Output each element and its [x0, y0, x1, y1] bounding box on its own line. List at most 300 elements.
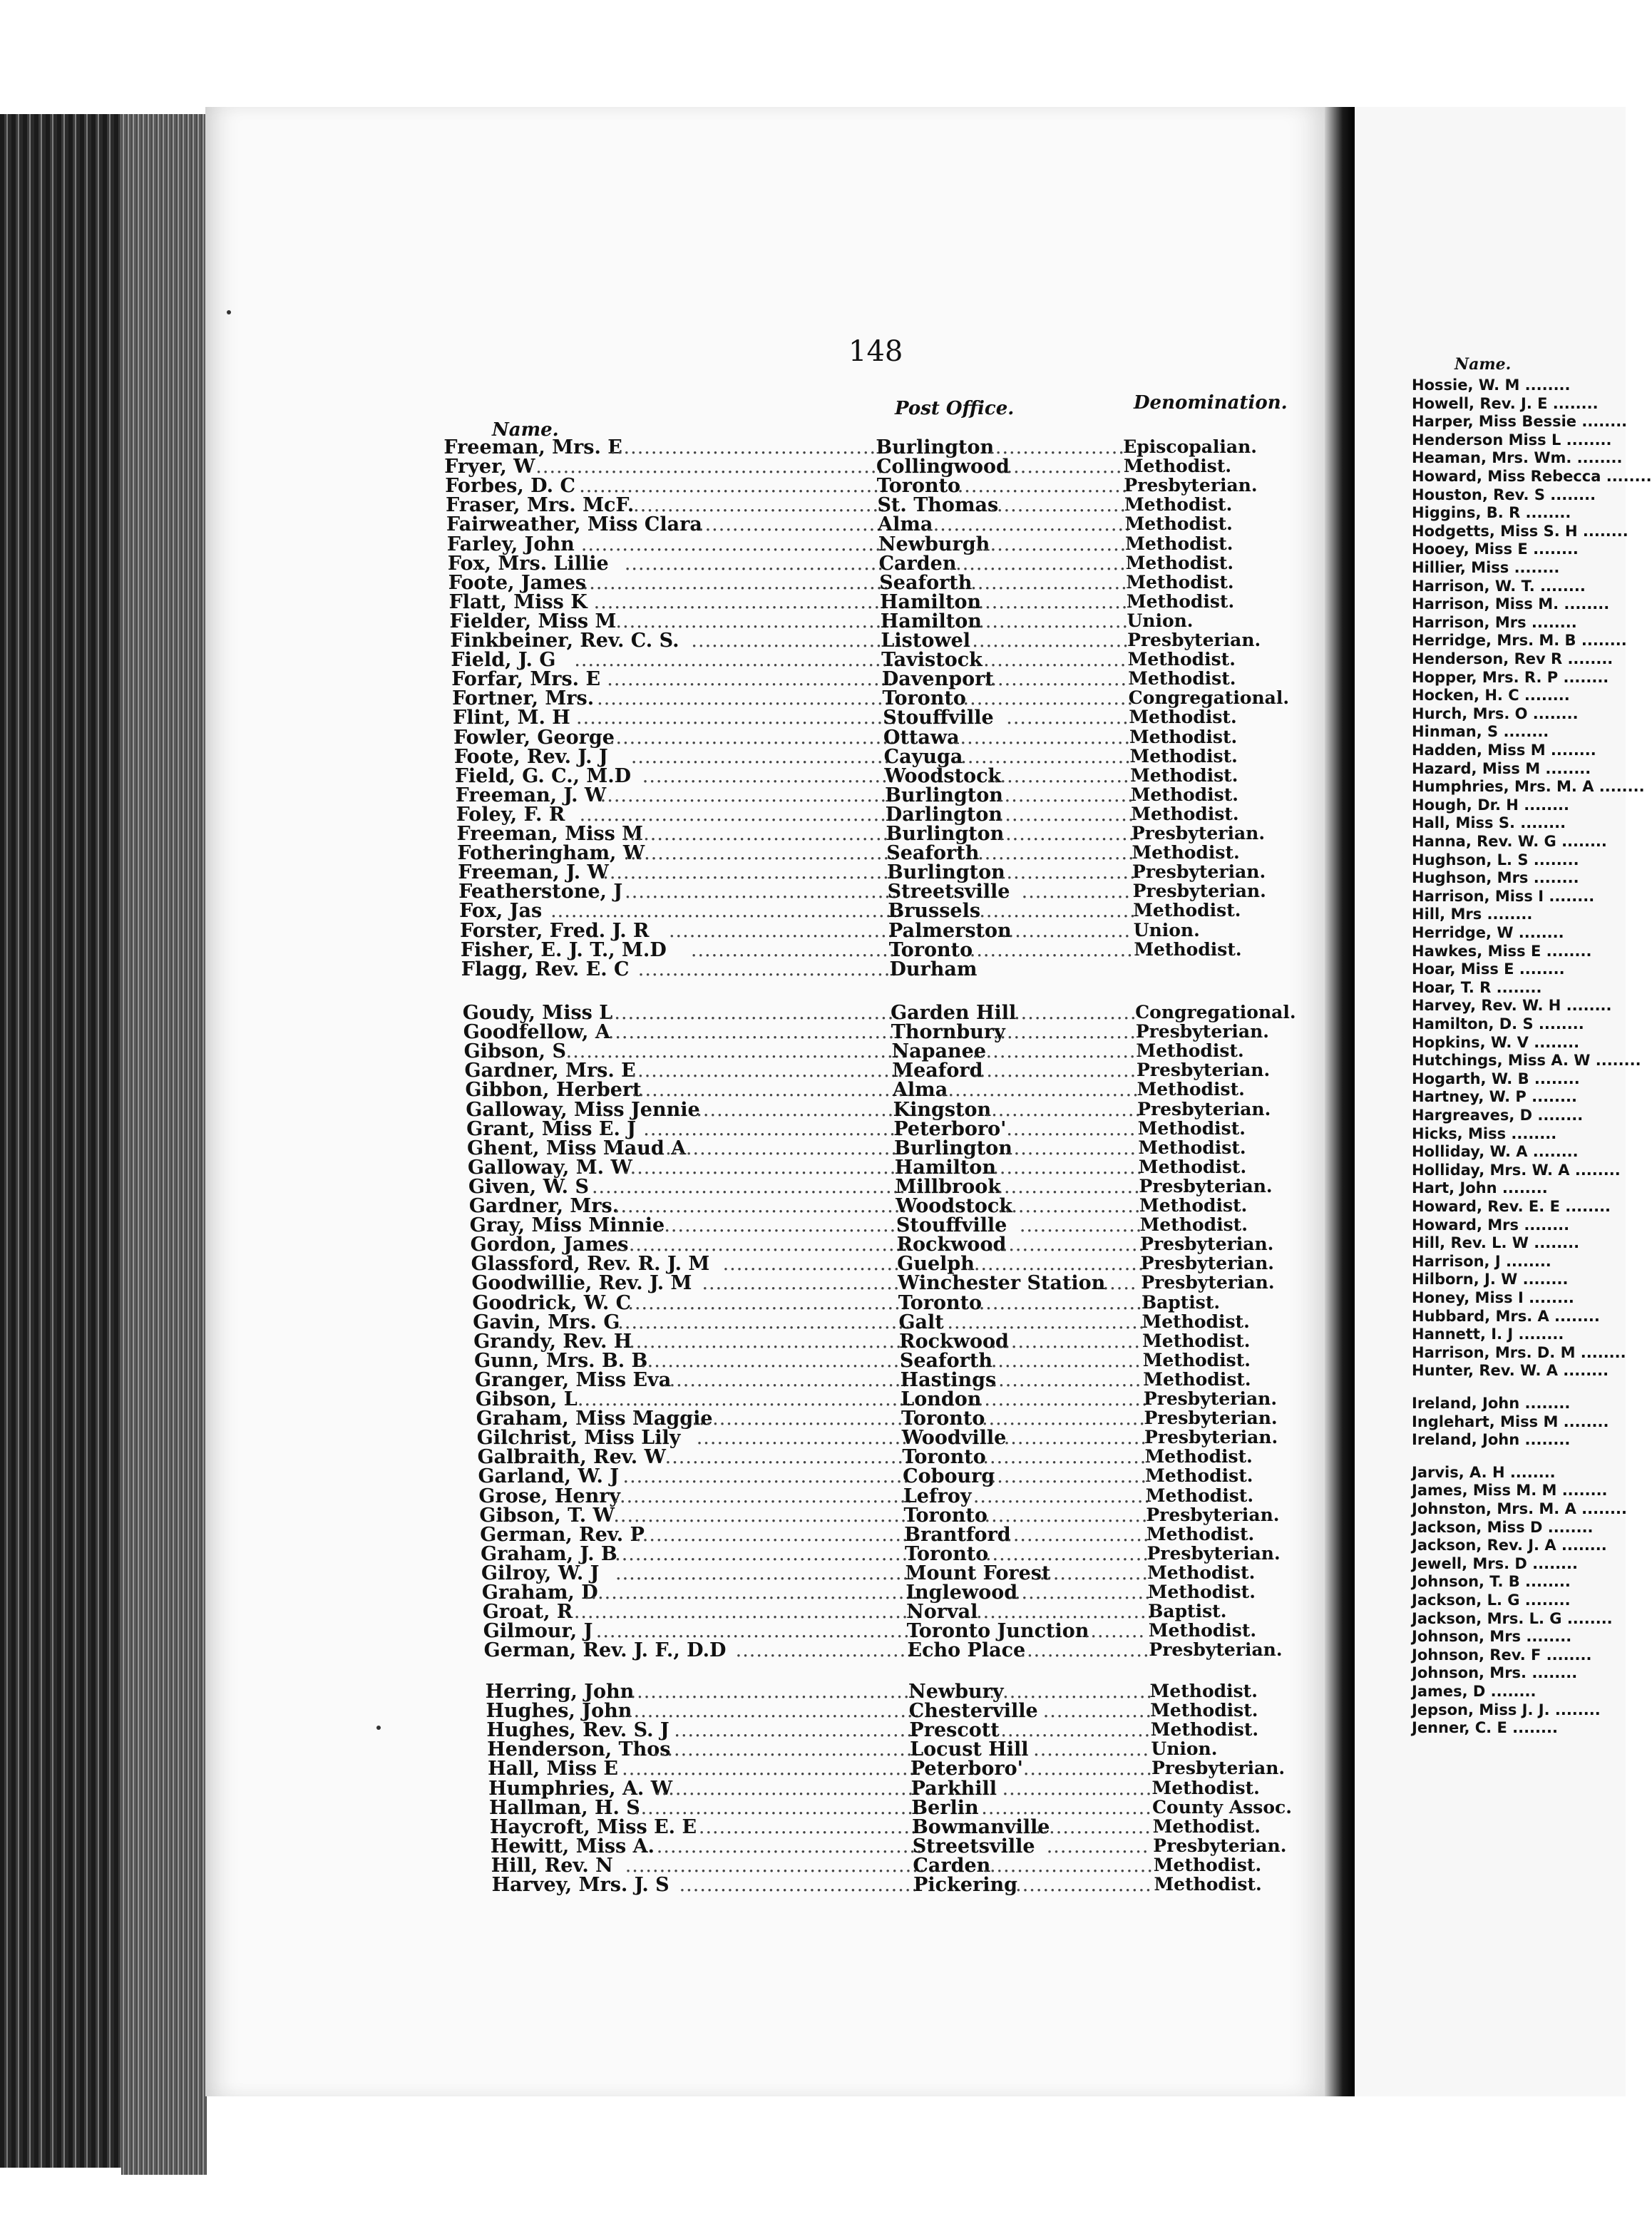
leader-dots: ......................	[991, 1368, 1142, 1391]
entry-name: Hill, Rev. N	[491, 1854, 613, 1877]
leader-dots: .......................	[985, 1156, 1144, 1179]
directory-entry-row	[0, 1446, 1355, 1467]
directory-entry-row	[0, 1562, 1355, 1584]
entry-denomination: Methodist.	[1138, 1137, 1246, 1158]
entry-name: Freeman, J. W	[455, 784, 607, 806]
entry-post-office: Newbury	[908, 1681, 1004, 1703]
leader-dots: ................	[1039, 1562, 1149, 1584]
entry-denomination: Presbyterian.	[1137, 1098, 1271, 1119]
leader-dots: ...............	[1046, 1835, 1149, 1857]
leader-dots: .......................	[978, 842, 1135, 865]
leader-dots: ..............................	[926, 513, 1132, 536]
entry-post-office: Alma	[892, 1079, 948, 1102]
directory-entry-row	[0, 630, 1355, 651]
entry-denomination: Methodist.	[1150, 1700, 1258, 1721]
right-page-entry: Harper, Miss Bessie ........	[1412, 413, 1628, 431]
leader-dots: .....................	[986, 764, 1130, 787]
entry-post-office: Durham	[889, 958, 978, 980]
entry-denomination: Presbyterian.	[1124, 475, 1258, 496]
leader-dots: ...........................................	[615, 1234, 909, 1256]
directory-entry-row	[0, 1388, 1355, 1410]
entry-name: Farley, John	[446, 533, 575, 555]
entry-post-office: Hastings	[900, 1368, 997, 1391]
leader-dots: ....................	[997, 803, 1135, 826]
entry-name: Fotheringham, W	[457, 842, 645, 865]
entry-denomination: Methodist.	[1147, 1582, 1256, 1602]
entry-denomination: Methodist.	[1124, 494, 1233, 516]
entry-name: Fowler, George	[453, 726, 615, 749]
leader-dots: ..........................	[953, 726, 1132, 749]
entry-post-office: Winchester Station	[898, 1272, 1106, 1295]
entry-denomination: Methodist.	[1142, 1330, 1251, 1351]
entry-post-office: Kingston	[893, 1098, 992, 1121]
directory-entry-row	[0, 1601, 1355, 1622]
leader-dots: ...............................................	[574, 649, 896, 672]
entry-denomination: Congregational.	[1128, 687, 1290, 709]
entry-denomination: Methodist.	[1126, 571, 1234, 593]
page-number: 148	[848, 335, 903, 368]
entry-denomination: Methodist.	[1129, 726, 1238, 747]
leader-dots: ......................	[990, 1330, 1141, 1353]
directory-entry-row	[0, 591, 1355, 613]
leader-dots: .........................	[963, 687, 1134, 710]
leader-dots: .....................................	[633, 494, 886, 517]
entry-post-office: Collingwood	[876, 456, 1010, 478]
entry-denomination: Methodist.	[1138, 1156, 1247, 1177]
right-page-entry: Howard, Mrs ........	[1412, 1216, 1570, 1234]
leader-dots: .........................	[983, 1854, 1154, 1877]
directory-entry-row	[0, 746, 1355, 767]
entry-post-office: Burlington	[876, 436, 995, 458]
right-page-entry: Jepson, Miss J. J. ........	[1412, 1701, 1601, 1718]
leader-dots: .......................	[987, 1234, 1145, 1256]
leader-dots: ...............................................	[595, 1620, 918, 1643]
leader-dots: ..................	[1014, 1002, 1137, 1024]
leader-dots: ............................................	[615, 1542, 915, 1565]
directory-entry-row	[0, 900, 1355, 921]
leader-dots: .............................................	[579, 475, 887, 498]
leader-dots: ........................	[972, 1040, 1137, 1063]
entry-name: Galloway, Miss Jennie	[466, 1098, 700, 1121]
directory-entry-row	[0, 1234, 1355, 1255]
entry-name: Fortner, Mrs.	[452, 687, 595, 710]
leader-dots: .................................................	[577, 1388, 913, 1410]
entry-denomination: Union.	[1151, 1738, 1218, 1760]
entry-post-office: Woodville	[901, 1427, 1007, 1450]
directory-entry-row	[0, 610, 1355, 632]
leader-dots: .....................	[997, 1175, 1141, 1198]
entry-denomination: Presbyterian.	[1143, 1388, 1278, 1409]
entry-denomination: Methodist.	[1137, 1117, 1246, 1139]
right-page-entry: James, Miss M. M ........	[1412, 1482, 1608, 1500]
entry-name: Gilroy, W. J	[481, 1562, 600, 1584]
directory-entry-row	[0, 881, 1355, 902]
entry-denomination: Methodist.	[1142, 1349, 1251, 1370]
entry-post-office: Cobourg	[903, 1465, 995, 1488]
entry-name: Fielder, Miss M	[449, 610, 617, 632]
leader-dots: ..............................	[690, 938, 896, 961]
leader-dots: ........................	[981, 1408, 1146, 1430]
entry-post-office: Lefroy	[903, 1485, 972, 1507]
entry-post-office: Brussels	[888, 900, 981, 923]
directory-entry-row	[0, 1758, 1355, 1779]
right-page-entry: Holliday, W. A ........	[1412, 1143, 1579, 1161]
leader-dots: ........................	[985, 1542, 1149, 1565]
directory-entry-row	[0, 553, 1355, 574]
entry-name: Fairweather, Miss Clara	[446, 513, 702, 536]
entry-denomination: Presbyterian.	[1132, 881, 1266, 902]
directory-entry-row	[0, 1639, 1355, 1661]
leader-dots: ..............................................	[591, 1175, 906, 1198]
leader-dots: ........................	[983, 1446, 1147, 1469]
leader-dots: ..........................................	[608, 726, 896, 749]
right-page-entry: Ireland, John ........	[1412, 1395, 1571, 1412]
entry-post-office: Woodstock	[884, 764, 1002, 787]
entry-denomination: Presbyterian.	[1146, 1504, 1280, 1525]
entry-post-office: Toronto	[904, 1542, 989, 1565]
right-page-entry: Hopkins, W. V ........	[1412, 1033, 1580, 1051]
directory-entry-row	[0, 1524, 1355, 1545]
entry-name: Foote, Rev. J. J	[453, 745, 608, 768]
entry-name: Goodrick, W. C	[472, 1291, 632, 1314]
entry-name: Gibbon, Herbert	[465, 1079, 642, 1102]
entry-denomination: Methodist.	[1147, 1562, 1256, 1583]
right-page-entry: Hughson, Mrs ........	[1412, 869, 1579, 887]
leader-dots: .............................................	[580, 533, 889, 555]
leader-dots: ................................	[698, 1815, 918, 1838]
entry-name: Forster, Fred. J. R	[459, 919, 650, 942]
leader-dots: ..................................................	[565, 1040, 908, 1063]
right-page-entry: Herridge, Mrs. M. B ........	[1412, 632, 1627, 650]
entry-post-office: Hamilton	[894, 1156, 996, 1179]
directory-entry-row	[0, 1408, 1355, 1429]
directory-entry-row	[0, 861, 1355, 883]
entry-name: Groat, R	[482, 1601, 573, 1624]
directory-entry-row	[0, 1350, 1355, 1371]
entry-name: Graham, Miss Maggie	[476, 1408, 713, 1430]
directory-entry-row	[0, 1311, 1355, 1333]
entry-post-office: Meaford	[892, 1060, 983, 1082]
entry-post-office: Woodstock	[896, 1195, 1013, 1217]
leader-dots: ...................	[1020, 1639, 1150, 1662]
entry-post-office: Toronto Junction	[906, 1620, 1089, 1643]
right-page-entry: Johnson, Mrs. ........	[1412, 1664, 1578, 1682]
entry-post-office: Millbrook	[895, 1175, 1001, 1198]
entry-name: Finkbeiner, Rev. C. S.	[450, 630, 679, 652]
entry-name: Freeman, Miss M	[456, 823, 644, 845]
leader-dots: ......................	[1000, 1719, 1151, 1742]
entry-post-office: St. Thomas	[877, 494, 999, 517]
directory-entry-row	[0, 1855, 1355, 1876]
directory-entry-row	[0, 494, 1355, 516]
right-page-entry: Holliday, Mrs. W. A ........	[1412, 1161, 1621, 1179]
leader-dots: ......................	[1002, 1777, 1153, 1800]
leader-dots: ..........................	[967, 1253, 1145, 1276]
entry-post-office: Norval	[906, 1601, 978, 1624]
directory-entry-row	[0, 1543, 1355, 1564]
directory-entry-row	[0, 939, 1355, 960]
leader-dots: ............................................	[612, 1485, 914, 1507]
leader-dots: .......................	[969, 533, 1127, 555]
leader-dots: .....................	[983, 649, 1127, 672]
leader-dots: ......................................	[643, 1117, 903, 1140]
leader-dots: ........................................	[622, 823, 896, 845]
entry-post-office: Burlington	[894, 1137, 1012, 1159]
entry-name: Graham, J. B	[481, 1542, 617, 1565]
entry-denomination: Presbyterian.	[1127, 630, 1261, 650]
entry-denomination: Methodist.	[1130, 764, 1238, 786]
leader-dots: .............................................	[582, 571, 890, 594]
leader-dots: ......................................	[630, 745, 891, 768]
right-page-entry: Hinman, S ........	[1412, 723, 1549, 741]
right-page-entry: Harrison, J ........	[1412, 1252, 1551, 1270]
leader-dots: ......................................	[637, 958, 898, 980]
entry-denomination: Methodist.	[1143, 1368, 1251, 1390]
directory-entry-row	[0, 1485, 1355, 1507]
entry-post-office: Inglewood	[905, 1582, 1018, 1604]
entry-name: Hall, Miss E	[488, 1758, 619, 1780]
leader-dots: ....................................................	[535, 456, 891, 478]
entry-name: Fox, Jas	[459, 900, 543, 923]
entry-post-office: Alma	[878, 513, 933, 536]
leader-dots: ....................	[990, 494, 1127, 517]
leader-dots: ..........................	[735, 1639, 913, 1662]
entry-denomination: Presbyterian.	[1136, 1060, 1271, 1081]
right-page-entry: Hutchings, Miss A. W ........	[1412, 1052, 1641, 1070]
leader-dots: .............................	[947, 1311, 1146, 1333]
leader-dots: ........................................	[630, 1060, 904, 1082]
entry-denomination: Methodist.	[1139, 1214, 1248, 1236]
entry-post-office: Tavistock	[881, 649, 983, 672]
entry-post-office: Seaforth	[879, 571, 973, 594]
entry-post-office: Pickering	[913, 1874, 1017, 1896]
leader-dots: ........................	[984, 1504, 1149, 1527]
directory-entry-row	[0, 1620, 1355, 1641]
leader-dots: .....................	[1003, 1427, 1147, 1450]
entry-post-office: Locust Hill	[910, 1738, 1029, 1761]
entry-name: Gilchrist, Miss Lily	[476, 1427, 681, 1450]
entry-name: Freeman, Mrs. E	[443, 436, 622, 458]
entry-post-office: Toronto	[902, 1446, 986, 1469]
right-page-entry: Hicks, Miss ........	[1412, 1124, 1557, 1142]
directory-entry-row	[0, 1427, 1355, 1448]
right-page-entry: Hubbard, Mrs. A ........	[1412, 1307, 1600, 1325]
directory-entry-row	[0, 765, 1355, 786]
right-page-entry: Hoar, Miss E ........	[1412, 960, 1565, 978]
leader-dots: ...................	[1001, 919, 1132, 942]
entry-post-office: Stouffville	[896, 1214, 1007, 1237]
entry-name: Gilmour, J	[483, 1620, 593, 1643]
leader-dots: ...........................	[698, 513, 883, 536]
directory-entry-row	[0, 1195, 1355, 1216]
leader-dots: ........................	[989, 1681, 1153, 1703]
leader-dots: ..........................................	[622, 1465, 910, 1488]
entry-post-office: Brantford	[904, 1523, 1011, 1546]
right-page-entry: Inglehart, Miss M ........	[1412, 1413, 1609, 1430]
leader-dots: .......................................	[653, 1738, 920, 1761]
entry-name: Forfar, Mrs. E	[451, 668, 601, 691]
leader-dots: ..........................................	[607, 668, 894, 691]
leader-dots: ..........................................	[630, 1681, 918, 1703]
entry-post-office: Rockwood	[899, 1330, 1009, 1353]
directory-entry-row	[0, 1079, 1355, 1100]
directory-entry-row	[0, 475, 1355, 496]
entry-name: Fisher, E. J. T., M.D	[460, 938, 667, 961]
leader-dots: .........................	[957, 475, 1129, 498]
entry-denomination: Baptist.	[1148, 1601, 1227, 1622]
entry-post-office: Toronto	[888, 938, 973, 961]
directory-entry-row	[0, 958, 1355, 980]
entry-denomination: Methodist.	[1150, 1719, 1259, 1741]
entry-post-office: Hamilton	[880, 610, 982, 632]
page-speck	[227, 310, 231, 314]
entry-name: Humphries, A. W	[488, 1777, 673, 1800]
directory-entry-row	[0, 1021, 1355, 1042]
leader-dots: ...........................................	[600, 784, 894, 806]
directory-entry-row	[0, 920, 1355, 941]
entry-post-office: Toronto	[901, 1408, 985, 1430]
entry-name: Fraser, Mrs. McF.	[446, 494, 635, 517]
right-page-entry: Harvey, Rev. W. H ........	[1412, 997, 1612, 1015]
directory-entry-row	[0, 1099, 1355, 1120]
entry-post-office: Newburgh	[878, 533, 990, 555]
leader-dots: ....................	[1015, 1874, 1152, 1896]
directory-entry-row	[0, 707, 1355, 728]
leader-dots: ............................	[691, 630, 883, 652]
leader-dots: ............................................	[613, 1504, 914, 1527]
directory-entry-row	[0, 1176, 1355, 1197]
entry-name: Flatt, Miss K	[448, 590, 588, 613]
directory-entry-row	[0, 456, 1355, 477]
right-page-entry: Hillier, Miss ........	[1412, 559, 1560, 576]
entry-name: Forbes, D. C	[445, 475, 575, 498]
leader-dots: .....................................	[642, 764, 896, 787]
entry-name: Flint, M. H	[453, 707, 570, 729]
right-page-entry: Heaman, Mrs. Wm. ........	[1412, 449, 1623, 467]
leader-dots: ........................	[983, 1465, 1148, 1488]
entry-post-office: Burlington	[886, 823, 1005, 845]
right-page-entry: Jenner, C. E ........	[1412, 1719, 1558, 1737]
leader-dots: ...........................................	[607, 1002, 901, 1024]
entry-name: Fox, Mrs. Lillie	[447, 552, 609, 575]
entry-denomination: Methodist.	[1152, 1815, 1261, 1837]
leader-dots: ..................................	[665, 1137, 898, 1159]
directory-entry-row	[0, 1137, 1355, 1159]
name-column-header: Name.	[492, 419, 559, 441]
leader-dots: .......................................	[656, 1835, 923, 1857]
entry-name: Fryer, W	[444, 456, 535, 478]
right-page-entry: Hooey, Miss E ........	[1412, 540, 1579, 558]
entry-post-office: Chesterville	[908, 1700, 1038, 1723]
directory-entry-row	[0, 572, 1355, 593]
entry-denomination: Methodist.	[1130, 784, 1238, 805]
leader-dots: ........................	[973, 1060, 1137, 1082]
entry-name: Hughes, John	[486, 1700, 632, 1723]
entry-denomination: Union.	[1127, 610, 1194, 631]
leader-dots: ...............................................	[576, 707, 898, 729]
leader-dots: .......................	[972, 630, 1129, 652]
entry-denomination: Methodist.	[1132, 842, 1240, 863]
entry-post-office: Bowmanville	[911, 1815, 1050, 1838]
leader-dots: ...................................................	[573, 1601, 923, 1624]
entry-denomination: Methodist.	[1136, 1040, 1244, 1062]
denomination-column-header: Denomination.	[1134, 392, 1288, 414]
right-page-entry: Howell, Rev. J. E ........	[1412, 394, 1599, 412]
entry-name: Featherstone, J	[458, 881, 623, 903]
leader-dots: ........................................	[615, 610, 889, 632]
directory-entry-row	[0, 533, 1355, 555]
leader-dots: ....................................	[657, 1214, 903, 1237]
entry-denomination: Methodist.	[1129, 707, 1237, 728]
directory-entry-row	[0, 1040, 1355, 1062]
page-speck	[376, 1726, 381, 1730]
leader-dots: .................	[1035, 1815, 1151, 1838]
entry-name: Granger, Miss Eva	[474, 1368, 672, 1391]
entry-post-office: Berlin	[911, 1796, 979, 1819]
entry-name: Gibson, S	[463, 1040, 566, 1063]
entry-post-office: Prescott	[909, 1719, 1000, 1742]
leader-dots: .................	[1033, 1738, 1150, 1761]
right-page-entry: Hopper, Mrs. R. P ........	[1412, 668, 1609, 686]
entry-name: Ghent, Miss Maud A	[467, 1137, 687, 1159]
leader-dots: .....................	[983, 668, 1128, 691]
directory-entry-row	[0, 842, 1355, 863]
entry-post-office: Carden	[913, 1854, 991, 1877]
entry-denomination: Methodist.	[1124, 513, 1233, 535]
entry-denomination: Methodist.	[1133, 900, 1241, 921]
entry-denomination: Methodist.	[1148, 1620, 1257, 1641]
right-page-entry: Hart, John ........	[1412, 1179, 1548, 1197]
right-page-entry: Ireland, John ........	[1412, 1431, 1571, 1449]
leader-dots: ...................	[1022, 1758, 1153, 1780]
leader-dots: ...........................................	[593, 590, 888, 613]
entry-name: Harvey, Mrs. J. S	[491, 1874, 669, 1896]
leader-dots: .......................	[984, 1098, 1142, 1121]
directory-entry-row	[0, 1157, 1355, 1178]
right-page-entry: Henderson, Rev R ........	[1412, 650, 1613, 667]
right-page-entry: Jackson, Mrs. L. G ........	[1412, 1609, 1613, 1627]
right-page-entry: Hartney, W. P ........	[1412, 1088, 1577, 1106]
directory-entry-row	[0, 1700, 1355, 1721]
leader-dots: ........................................	[610, 436, 883, 458]
entry-name: Hallman, H. S	[488, 1796, 640, 1819]
right-page-entry: Johnson, Rev. F ........	[1412, 1646, 1592, 1664]
right-page-entry: Humphries, Mrs. M. A ........	[1412, 778, 1645, 796]
right-page-entry: Hunter, Rev. W. A ........	[1412, 1362, 1609, 1380]
leader-dots: ......................	[990, 1349, 1141, 1372]
right-page-entry: Harrison, Miss M. ........	[1412, 595, 1610, 613]
directory-entry-row	[0, 1874, 1355, 1895]
directory-entry-row	[0, 1835, 1355, 1857]
entry-denomination: Presbyterian.	[1151, 1758, 1286, 1779]
entry-denomination: Methodist.	[1151, 1777, 1260, 1798]
leader-dots: ....................	[999, 861, 1137, 884]
right-page-entry: Hough, Dr. H ........	[1412, 796, 1570, 814]
leader-dots: ...................................................	[550, 900, 899, 923]
leader-dots: .....................	[992, 1021, 1137, 1044]
entry-name: Gray, Miss Minnie	[469, 1214, 665, 1237]
leader-dots: ...........................................	[617, 1311, 912, 1333]
entry-name: Goudy, Miss L	[462, 1002, 613, 1024]
directory-entry-row	[0, 1505, 1355, 1526]
right-page-entry: Henderson Miss L ........	[1412, 431, 1612, 449]
leader-dots: ..........................	[722, 1253, 901, 1276]
entry-denomination: Methodist.	[1149, 1681, 1258, 1701]
right-page-entry: Hill, Mrs ........	[1412, 906, 1533, 923]
right-page-entry: Howard, Miss Rebecca ........	[1412, 468, 1652, 485]
leader-dots: .......................	[970, 590, 1129, 613]
right-page-entry: Harrison, Miss I ........	[1412, 887, 1595, 905]
